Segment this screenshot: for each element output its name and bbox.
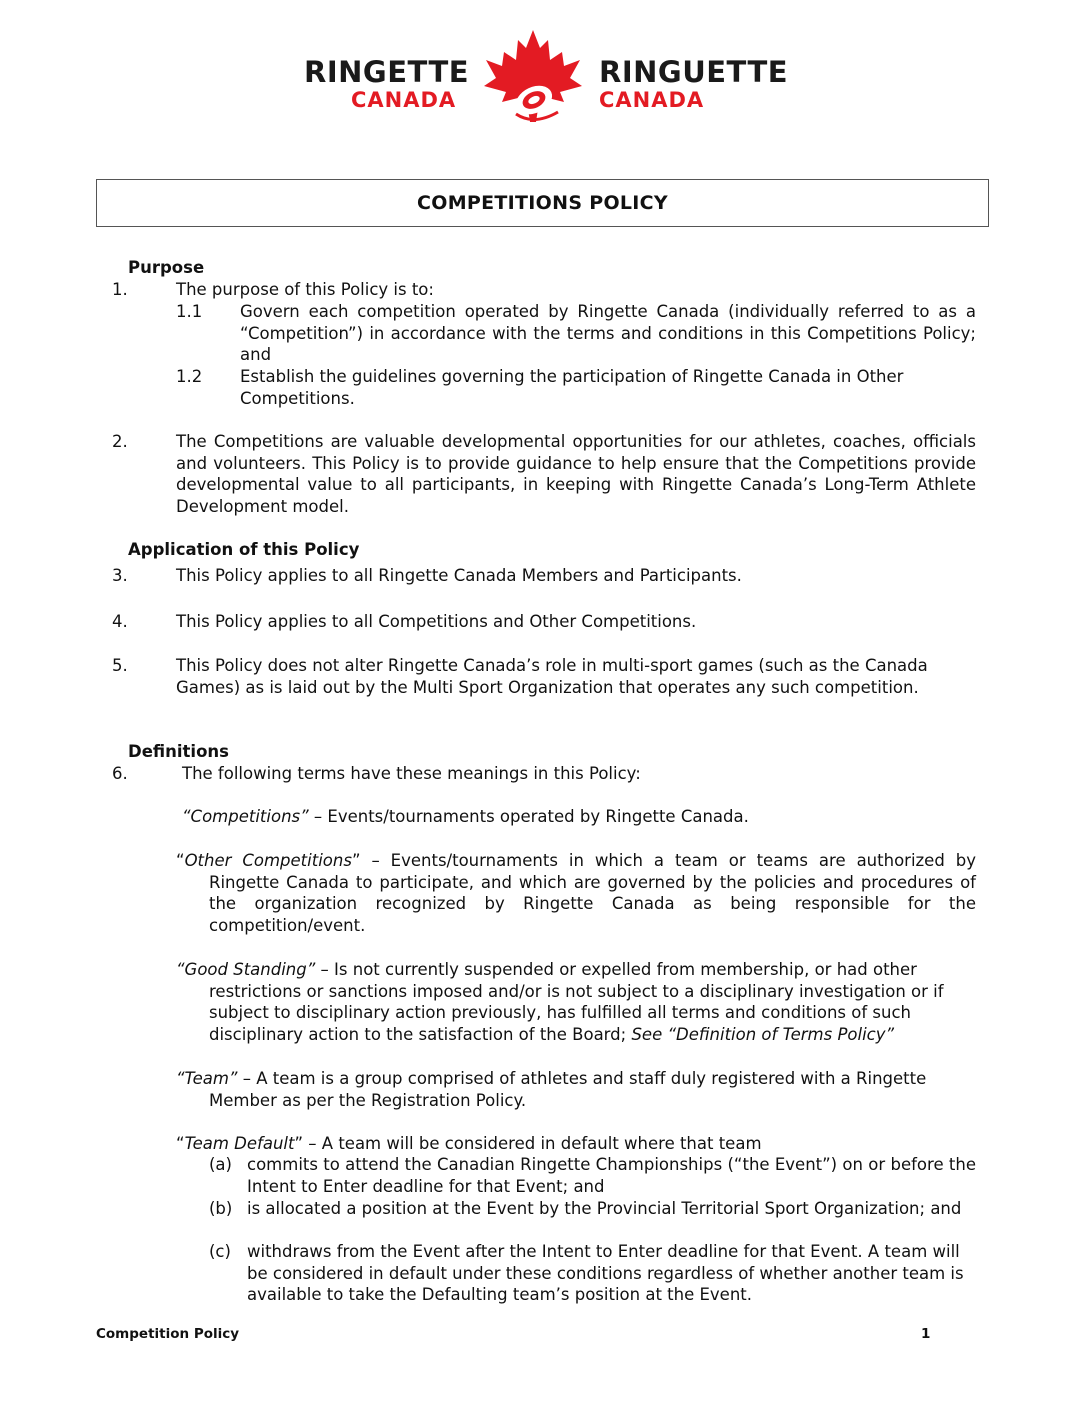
document-title-text: COMPETITIONS POLICY — [417, 192, 668, 214]
footer-document-name: Competition Policy — [96, 1326, 240, 1342]
item-5-text: This Policy does not alter Ringette Canada’s role in multi-sport games (such as the Canada Games) as is laid out by the Multi Sport Organization that operates any such competition. — [176, 656, 928, 697]
definition-term: “Good Standing” — [176, 960, 316, 979]
definition-text: – A team is a group comprised of athletes and staff duly registered with a Ringette Member as per the Registration Policy. — [209, 1069, 927, 1110]
definition-other-competitions: “Other Competitions” – Events/tournaments in which a team or teams are authorized by Ringette Canada to participate, and which are governed by the policies and procedures of the organization recognized by Ringette Canada as being responsible for the competition/event. — [176, 851, 977, 936]
item-number-5: 5. — [112, 656, 128, 675]
heading-purpose: Purpose — [128, 258, 205, 277]
logo-text-ringuette: RINGUETTE — [599, 55, 789, 89]
definition-text: – Is not currently suspended or expelled from membership, or had other restrictions or sanctions imposed and/or is not subject to a disciplinary investigation or if subject to disciplinary action previously, has fulfilled all terms and conditions of such disciplinary action to the satisfaction of the Board; — [209, 960, 944, 1045]
sublist-label-a: (a) — [209, 1155, 232, 1174]
ringette-canada-logo — [0, 26, 1088, 136]
footer-page-number: 1 — [921, 1326, 931, 1342]
heading-definitions: Definitions — [128, 742, 229, 761]
definition-text: – Events/tournaments in which a team or teams are authorized by Ringette Canada to participate, and which are governed by the policies and procedures of the organization recognized by Ringette Canada as being responsible for the competition/event. — [209, 851, 977, 936]
heading-application: Application of this Policy — [128, 540, 360, 559]
definition-reference: See “Definition of Terms Policy” — [631, 1025, 895, 1045]
definition-good-standing — [176, 959, 984, 1046]
maple-leaf-ring-icon — [478, 26, 588, 128]
sublist-label-b: (b) — [209, 1199, 233, 1218]
item-number-2: 2. — [112, 432, 128, 451]
item-3-text: This Policy applies to all Ringette Canada Members and Participants. — [176, 566, 742, 585]
logo-text-canada-fr: CANADA — [599, 88, 705, 112]
definition-text: – Events/tournaments operated by Ringette Canada. — [308, 807, 749, 826]
item-1-text: The purpose of this Policy is to: — [176, 280, 434, 299]
sublist-item-a: commits to attend the Canadian Ringette Championships (“the Event”) on or before the Intent to Enter deadline for that Event; and — [247, 1155, 976, 1196]
sublist-label-c: (c) — [209, 1242, 231, 1261]
sublist-item-c: withdraws from the Event after the Intent to Enter deadline for that Event. A team will be considered in default under these conditions regardless of whether another team is available to take the Defaulting team’s position at the Event. — [247, 1242, 964, 1305]
definition-team — [176, 1068, 984, 1111]
definition-term: “Competitions” — [182, 807, 309, 826]
item-1-2-text: Establish the guidelines governing the participation of Ringette Canada in Other Competitions. — [240, 367, 904, 408]
item-1-1-text: Govern each competition operated by Ringette Canada (individually referred to as a “Competition”) in accordance with the terms and conditions in this Competitions Policy; and — [240, 302, 976, 365]
item-number-6: 6. — [112, 764, 128, 783]
sublist-item-b: is allocated a position at the Event by the Provincial Territorial Sport Organization; and — [247, 1199, 962, 1218]
item-number-1-2: 1.2 — [176, 367, 203, 386]
definition-term: Other Competitions — [184, 851, 352, 870]
item-2-text: The Competitions are valuable developmental opportunities for our athletes, coaches, officials and volunteers. This Policy is to provide guidance to help ensure that the Competitions provide developmental value to all participants, in keeping with Ringette Canada’s Long-Term Athlete Development model. — [176, 432, 976, 517]
definition-term: Team Default — [184, 1134, 295, 1153]
definition-term: “Team” — [176, 1069, 238, 1088]
item-4-text: This Policy applies to all Competitions and Other Competitions. — [176, 612, 697, 631]
document-title — [96, 179, 989, 227]
item-number-4: 4. — [112, 612, 128, 631]
logo-text-canada-en: CANADA — [351, 88, 457, 112]
item-6-text: The following terms have these meanings in this Policy: — [182, 764, 641, 783]
logo-text-ringette: RINGETTE — [304, 55, 470, 89]
item-number-1-1: 1.1 — [176, 302, 203, 321]
definition-team-default: “Team Default” – A team will be considered in default where that team — [176, 1134, 762, 1153]
item-number-3: 3. — [112, 566, 128, 585]
definition-text: – A team will be considered in default where that team — [303, 1134, 762, 1153]
item-number-1: 1. — [112, 280, 128, 299]
definition-competitions — [182, 806, 976, 828]
